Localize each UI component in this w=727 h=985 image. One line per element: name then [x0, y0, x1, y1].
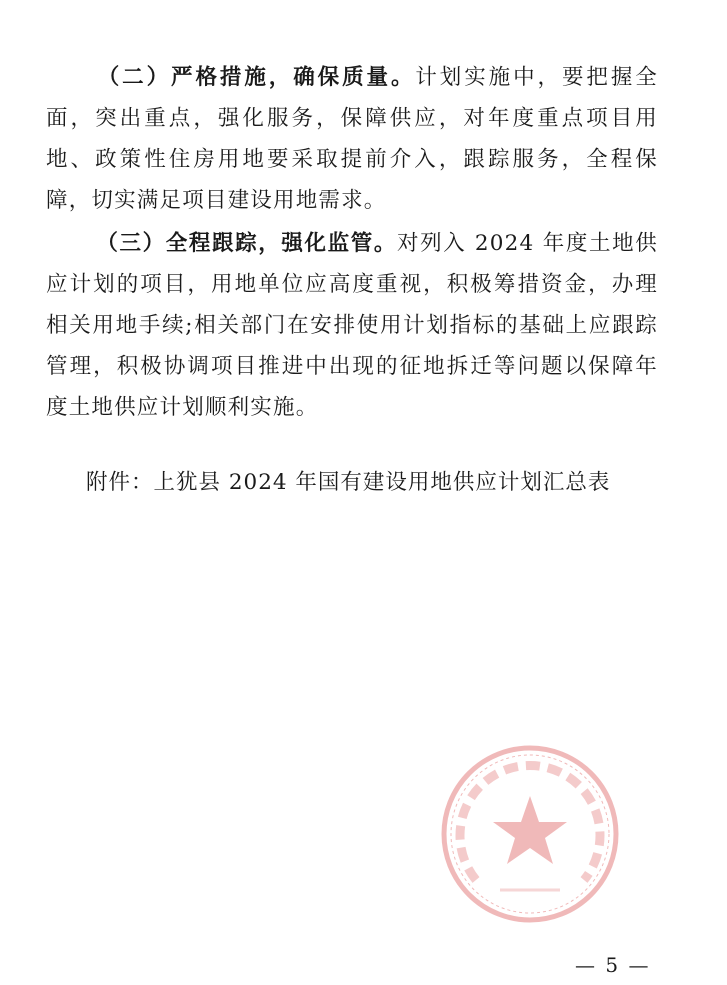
paragraph-supervision — [46, 223, 658, 428]
paragraph-body: 对列入 2024 年度土地供应计划的项目，用地单位应高度重视，积极筹措资金，办理相关用地手续;相关部门在安排使用计划指标的基础上应跟踪管理，积极协调项目推进中出现的征地拆迁等问题以保障年度土地供应计划顺利实施。 — [46, 231, 658, 420]
paragraph-body: 计划实施中，要把握全面，突出重点，强化服务，保障供应，对年度重点项目用地、政策性住房用地要采取提前介入，跟踪服务，全程保障，切实满足项目建设用地需求。 — [46, 65, 658, 213]
paragraph-heading: （三）全程跟踪，强化监管。 — [96, 231, 398, 256]
page-number: — 5 — — [575, 953, 651, 977]
paragraph-heading: （二）严格措施，确保质量。 — [96, 65, 416, 90]
paragraph-measures — [46, 57, 658, 221]
official-seal — [436, 740, 624, 928]
attachment-line: 附件：上犹县 2024 年国有建设用地供应计划汇总表 — [86, 470, 611, 495]
star-icon — [493, 796, 567, 864]
